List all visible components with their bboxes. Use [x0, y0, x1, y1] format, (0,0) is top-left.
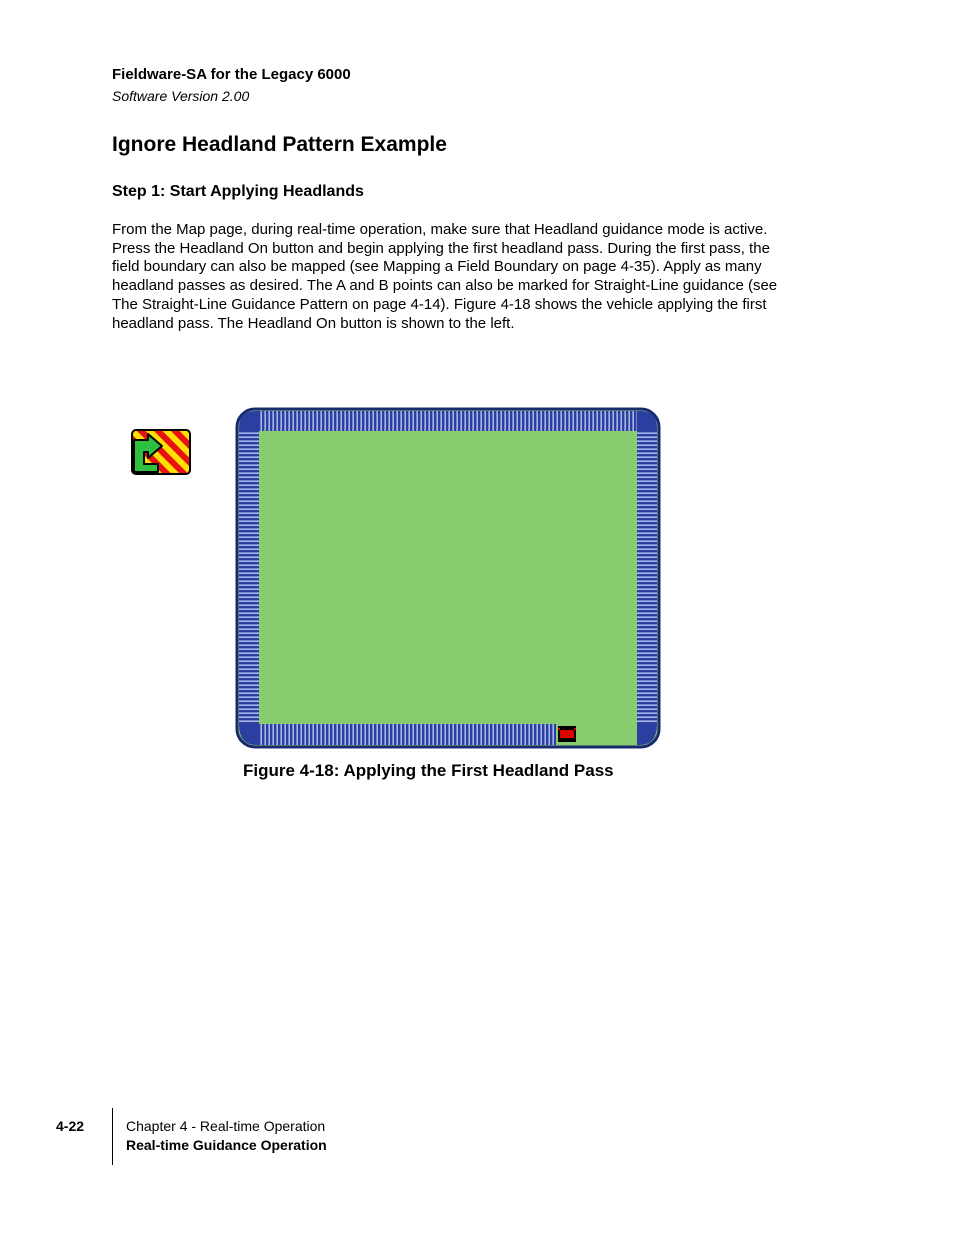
field-boundary: [237, 409, 659, 747]
headland-bottom: [256, 724, 556, 745]
section-title: Ignore Headland Pattern Example: [112, 133, 447, 156]
headland-right: [637, 428, 657, 724]
footer-divider: [112, 1108, 113, 1165]
step-title: Step 1: Start Applying Headlands: [112, 183, 364, 200]
document-header-version: Software Version 2.00: [112, 88, 250, 104]
body-paragraph: From the Map page, during real-time operation, make sure that Headland guidance mode is active. Press the Headland On button and begin applying the first headland pass. During the first pass, the field boundary can also be mapped (see Mapping a Field Boundary on page 4-35). Apply as many headland passes as desired. The A and B points can also be marked for Straight-Line guidance (see The Straight-Line Guidance Pattern on page 4-14). Figure 4-18 shows the vehicle applying the first headland pass. The Headland On button is shown to the left.: [112, 221, 778, 332]
field-map: [234, 406, 662, 750]
headland-on-icon: [130, 424, 194, 478]
headland-left: [239, 428, 259, 724]
document-header-title: Fieldware-SA for the Legacy 6000: [112, 66, 351, 83]
figure-caption: Figure 4-18: Applying the First Headland Pass: [243, 761, 614, 780]
footer-section: Real-time Guidance Operation: [126, 1137, 327, 1153]
headland-top: [256, 411, 640, 431]
footer-page-number: 4-22: [56, 1118, 85, 1134]
vehicle-icon: [558, 726, 576, 742]
footer-chapter: Chapter 4 - Real-time Operation: [126, 1118, 326, 1134]
